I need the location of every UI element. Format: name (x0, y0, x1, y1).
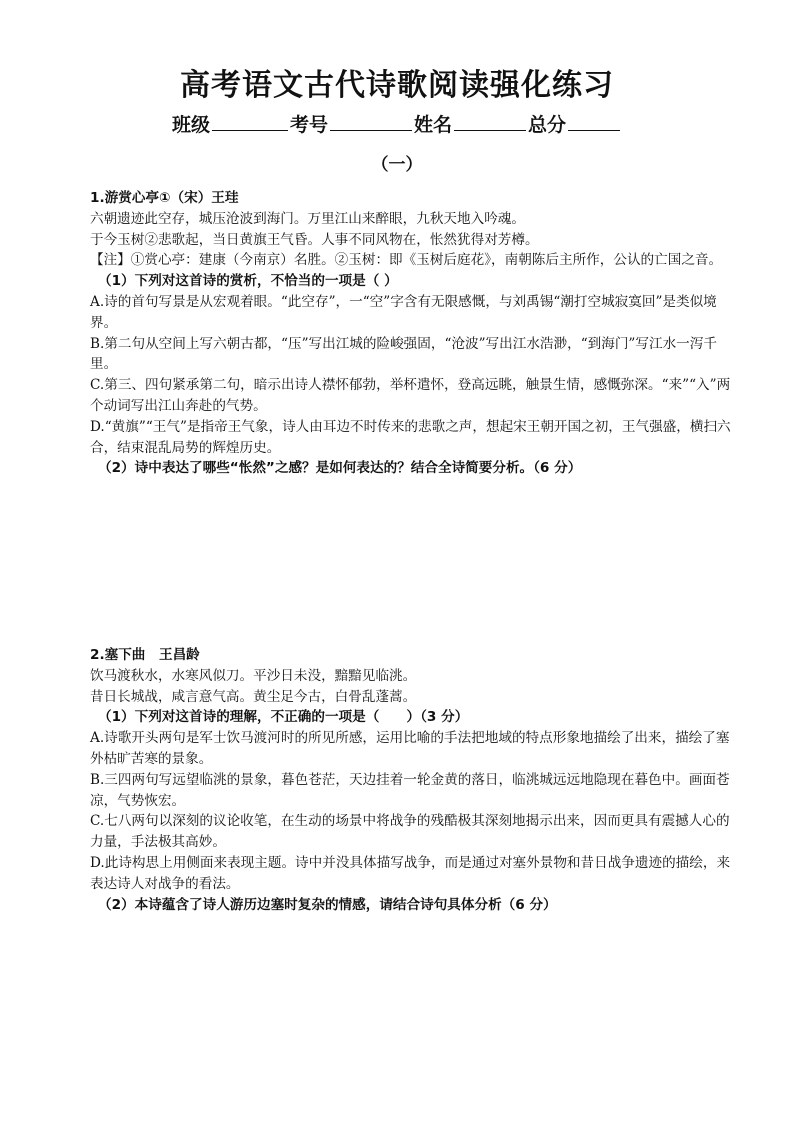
option-d: D.“黄旗”“王气”是指帝王气象，诗人由耳边不时传来的悲歌之声，想起宋王朝开国之初，王气强盛，横扫六合，结束混乱局势的辉煌历史。 (90, 418, 731, 456)
poem-line: 六朝遗迹此空存，城压沧波到海门。万里江山来醉眼，九秋天地入吟魂。 (90, 210, 525, 227)
option-b: B.三四两句写远望临洮的景象，暮色苍茫，天边挂着一轮金黄的落日，临洮城远远地隐现在暮色中。画面苍凉，气势恢宏。 (90, 771, 730, 809)
poem-line: 饮马渡秋水，水寒风似刀。平沙日未没，黯黯见临洮。 (90, 667, 417, 684)
section-heading: （一） (371, 155, 423, 175)
poem-line: 于今玉树②悲歌起，当日黄旗王气昏。人事不同风物在，怅然犹得对芳樽。 (90, 231, 539, 248)
class-blank[interactable] (212, 112, 288, 131)
name-label: 姓名 (414, 114, 453, 136)
class-label: 班级 (171, 114, 210, 136)
page-title: 高考语文古代诗歌阅读强化练习 (180, 68, 614, 103)
annotation: 【注】①赏心亭：建康（今南京）名胜。②玉树：即《玉树后庭花》，南朝陈后主所作，公认的亡国之音。 (90, 252, 723, 269)
score-label: 总分 (528, 114, 567, 136)
question-2-heading: 2.塞下曲 王昌龄 (90, 647, 200, 663)
sub-question: （2）诗中表达了哪些“怅然”之感？是如何表达的？结合全诗简要分析。（6 分） (98, 460, 582, 477)
option-a: A.诗的首句写景是从宏观着眼。“此空存”，一“空”字含有无限感慨，与刘禹锡“潮打空城寂寞回”是类似境界。 (90, 293, 717, 331)
student-info-line (0, 110, 794, 137)
exam-no-label: 考号 (289, 114, 328, 136)
sub-question: （1）下列对这首诗的理解，不正确的一项是（ ）（3 分） (98, 709, 469, 726)
sub-question: （2）本诗蕴含了诗人游历边塞时复杂的情感，请结合诗句具体分析（6 分） (98, 896, 557, 913)
name-blank[interactable] (454, 112, 526, 131)
option-b: B.第二句从空间上写六朝古都，“压”写出江城的险峻强固，“沧波”写出江水浩渺，“到海门”写江水一泻千里。 (90, 335, 717, 373)
poem-line: 昔日长城战，咸言意气高。黄尘足今古，白骨乱蓬蒿。 (90, 688, 417, 705)
option-d: D.此诗构思上用侧面来表现主题。诗中并没具体描写战争，而是通过对塞外景物和昔日战争遗迹的描绘，来表达诗人对战争的看法。 (90, 854, 731, 892)
question-1 (90, 188, 732, 479)
score-blank[interactable] (568, 112, 620, 131)
exam-no-blank[interactable] (330, 112, 412, 131)
option-c: C.第三、四句紧承第二句，暗示出诗人襟怀郁勃，举杯遣怀，登高远眺，触景生情，感慨弥深。“来”“入”两个动词写出江山奔赴的气势。 (90, 377, 731, 414)
question-2 (90, 645, 732, 915)
option-a: A.诗歌开头两句是军士饮马渡河时的所见所感，运用比喻的手法把地域的特点形象地描绘了出来，描绘了塞外枯旷苦寒的景象。 (90, 730, 730, 767)
question-1-heading: 1.游赏心亭①（宋）王珪 (90, 190, 239, 206)
option-c: C.七八两句以深刻的议论收笔，在生动的场景中将战争的残酷极其深刻地揭示出来，因而更具有震撼人心的力量，手法极其高妙。 (90, 813, 730, 851)
sub-question: （1）下列对这首诗的赏析，不恰当的一项是（ ） (98, 273, 398, 290)
